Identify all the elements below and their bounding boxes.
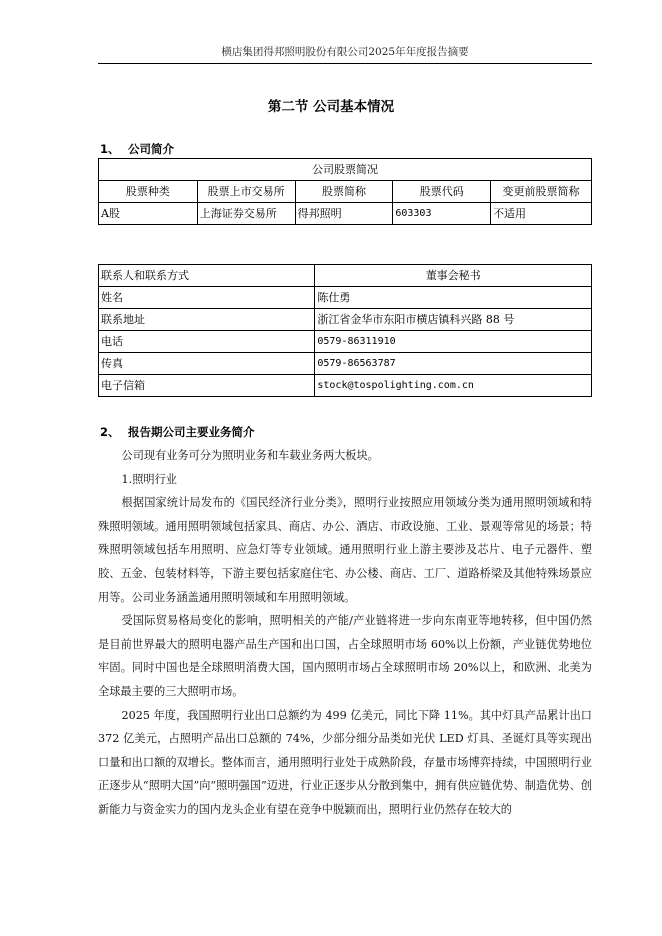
- table-cell: 0579-86563787: [315, 353, 592, 375]
- paragraph: 根据国家统计局发布的《国民经济行业分类》，照明行业按照应用领域分类为通用照明领域和特殊照明领域。通用照明领域包括家具、商店、办公、酒店、市政设施、工业、景观等常见的场景；特殊照明领域包括车用照明、应急灯等专业领域。通用照明行业上游主要涉及芯片、电子元器件、塑胶、五金、包装材料等，下游主要包括家庭住宅、办公楼、商店、工厂、道路桥梁及其他特殊场景应用等。公司业务涵盖通用照明领域和车用照明领域。: [98, 496, 592, 604]
- table-cell: A股: [99, 203, 198, 225]
- table-cell: 电子信箱: [99, 375, 315, 397]
- table-row: [99, 309, 592, 331]
- heading-company-profile: [100, 141, 174, 157]
- contact-table-header-row: [99, 265, 592, 287]
- table-cell: 陈仕勇: [315, 287, 592, 309]
- report-header-title: 横店集团得邦照明股份有限公司2025年年度报告摘要: [221, 46, 469, 58]
- table-header-cell: 联系人和联系方式: [99, 265, 315, 287]
- table-header-cell: 股票代码: [393, 181, 491, 203]
- table-row: [99, 353, 592, 375]
- table-row: [99, 331, 592, 353]
- subsection-heading: 1.照明行业: [121, 472, 177, 486]
- business-description: [98, 444, 592, 822]
- table-header-cell: 股票简称: [295, 181, 393, 203]
- heading-text: 公司简介: [128, 142, 175, 156]
- stock-info-table: [98, 158, 592, 225]
- table-cell: 传真: [99, 353, 315, 375]
- stock-table-caption: 公司股票简况: [99, 159, 592, 181]
- header-divider: [98, 63, 592, 64]
- table-row: [99, 203, 592, 225]
- table-cell: 603303: [393, 203, 491, 225]
- paragraph: 公司现有业务可分为照明业务和车载业务两大板块。: [121, 449, 379, 462]
- paragraph: 2025 年度，我国照明行业出口总额约为 499 亿美元，同比下降 11%。其中灯具产品累计出口 372 亿美元，占照明产品出口总额的 74%，少部分细分品类如光伏 LED 灯具、圣诞灯具等实现出口量和出口额的双增长。整体而言，通用照明行业处于成熟阶段，存量市场博弈持续，中国照明行业正逐步从“照明大国”向“照明强国”迈进，行业正逐步从分散到集中，拥有供应链优势、制造优势、创新能力与资金实力的国内龙头企业有望在竞争中脱颖而出，照明行业仍然存在较大的: [98, 708, 592, 816]
- paragraph: 受国际贸易格局变化的影响，照明相关的产能/产业链将进一步向东南亚等地转移，但中国仍然是目前世界最大的照明电器产品生产国和出口国，占全球照明市场 60%以上份额，产业链优势地位牢固。同时中国也是全球照明消费大国，国内照明市场占全球照明市场 20%以上，和欧洲、北美为全球最主要的三大照明市场。: [98, 614, 592, 698]
- email-link: stock@tospolighting.com.cn: [315, 375, 592, 397]
- table-cell: 浙江省金华市东阳市横店镇科兴路 88 号: [315, 309, 592, 331]
- contact-info-table: [98, 264, 592, 397]
- table-cell: 姓名: [99, 287, 315, 309]
- table-header-cell: 股票上市交易所: [197, 181, 295, 203]
- table-cell: 不适用: [491, 203, 592, 225]
- heading-number: 2、: [100, 425, 120, 439]
- heading-main-business: [100, 424, 255, 440]
- heading-number: 1、: [100, 142, 120, 156]
- stock-table-header-row: [99, 181, 592, 203]
- table-header-cell: 董事会秘书: [315, 265, 592, 287]
- table-cell: 0579-86311910: [315, 331, 592, 353]
- table-row: [99, 287, 592, 309]
- table-cell: 上海证券交易所: [197, 203, 295, 225]
- table-cell: 得邦照明: [295, 203, 393, 225]
- table-cell: 电话: [99, 331, 315, 353]
- table-header-cell: 股票种类: [99, 181, 198, 203]
- table-header-cell: 变更前股票简称: [491, 181, 592, 203]
- heading-text: 报告期公司主要业务简介: [128, 425, 255, 439]
- table-row: [99, 375, 592, 397]
- table-cell: 联系地址: [99, 309, 315, 331]
- section-title: 第二节 公司基本情况: [267, 99, 395, 115]
